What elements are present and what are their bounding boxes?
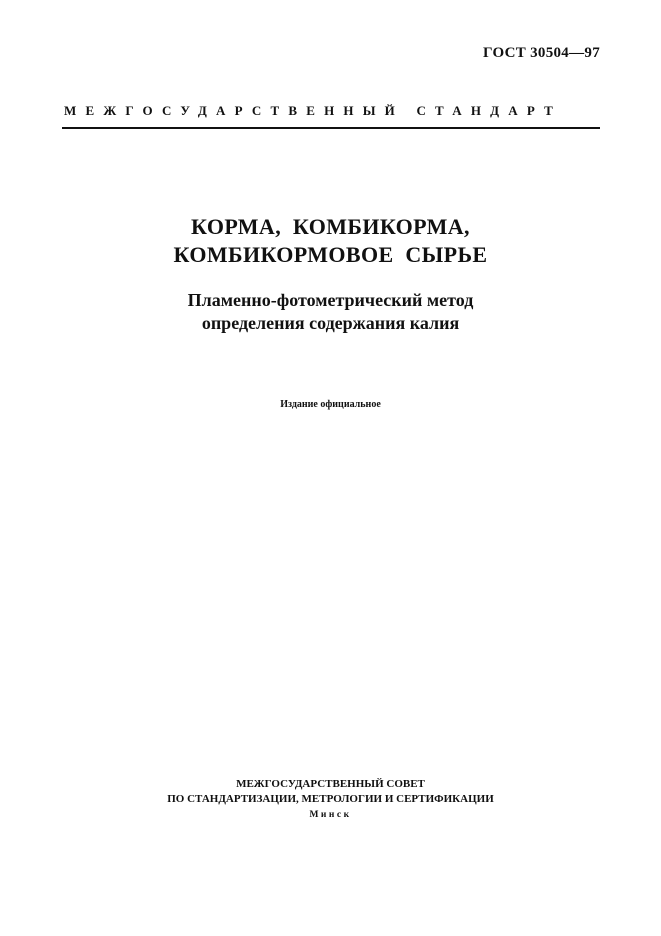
standard-type-heading: МЕЖГОСУДАРСТВЕННЫЙ СТАНДАРТ bbox=[64, 103, 563, 118]
publisher bbox=[0, 777, 661, 823]
title-line-2: КОМБИКОРМОВОЕ СЫРЬЕ bbox=[173, 242, 488, 267]
publication-city: Минск bbox=[309, 810, 352, 820]
edition-note: Издание официальное bbox=[280, 399, 381, 410]
subtitle-line-2: определения содержания калия bbox=[201, 313, 460, 333]
title-line-1: КОРМА, КОМБИКОРМА, bbox=[191, 214, 470, 239]
document-subtitle bbox=[0, 289, 661, 335]
publisher-line-1: МЕЖГОСУДАРСТВЕННЫЙ СОВЕТ bbox=[236, 778, 425, 790]
document-title bbox=[0, 213, 661, 269]
header-divider bbox=[62, 127, 600, 129]
publisher-line-2: ПО СТАНДАРТИЗАЦИИ, МЕТРОЛОГИИ И СЕРТИФИКАЦИИ bbox=[167, 793, 494, 805]
subtitle-line-1: Пламенно-фотометрический метод bbox=[187, 290, 474, 310]
gost-code: ГОСТ 30504—97 bbox=[482, 45, 600, 61]
